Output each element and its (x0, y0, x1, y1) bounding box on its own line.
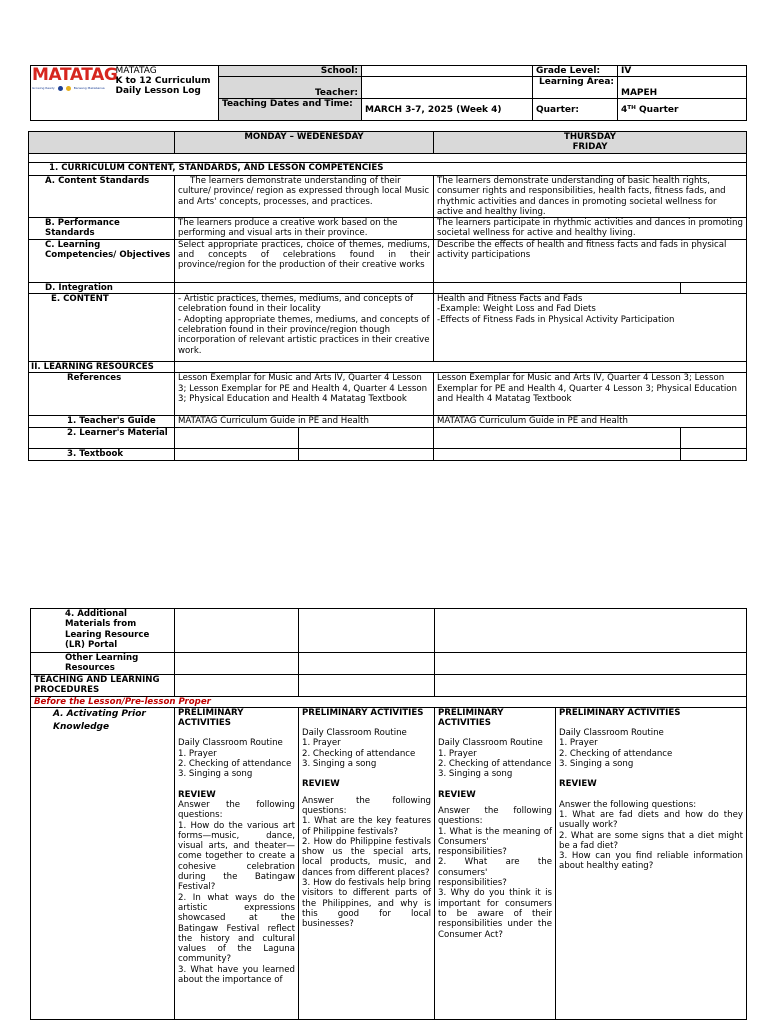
area-label: Learning Area: (533, 77, 618, 99)
references-thu: Lesson Exemplar for Music and Arts IV, Quarter 4 Lesson 3; Lesson Exemplar for PE and Health 4, Quarter 4 Lesson 3; Physical Education and Health 4 Matatag Textbook (434, 373, 747, 416)
procedures-mon (175, 674, 299, 696)
activating-prior-knowledge-label: A. Activating Prior Knowledge (31, 707, 175, 1019)
school-label: School: (219, 66, 362, 77)
col4-questions: Answer the following questions: 1. What are fad diets and how do they usually work? 2. What are some signs that a diet might be a fad diet? 3. How can you find reliable information about healthy eating? (559, 799, 743, 872)
additional-tue (299, 609, 435, 653)
col1-routine: Daily Classroom Routine 1. Prayer 2. Checking of attendance 3. Singing a song (178, 738, 292, 780)
dates-value: MARCH 3-7, 2025 (Week 4) (362, 99, 533, 121)
references-mon: Lesson Exemplar for Music and Arts IV, Quarter 4 Lesson 3; Lesson Exemplar for PE and Health 4, Quarter 4 Lesson 3; Physical Education and Health 4 Matatag Textbook (175, 373, 434, 416)
spacer-row (29, 154, 747, 163)
performance-standards-thu: The learners participate in rhythmic activities and dances in promoting societal wellness for active and healthy living. (434, 218, 747, 240)
logo-tagline-left: Growing Ready (32, 86, 55, 90)
procedures-label: TEACHING AND LEARNING PROCEDURES (31, 674, 175, 696)
additional-materials-label: 4. Additional Materials from Learing Resource (LR) Portal (31, 609, 175, 653)
additional-thu (435, 609, 747, 653)
dates-label: Teaching Dates and Time: (219, 99, 362, 121)
col1-title: PRELIMINARY ACTIVITIES (178, 707, 244, 729)
integration-fri (681, 282, 747, 293)
teachers-guide-mon: MATATAG Curriculum Guide in PE and Health (175, 416, 434, 428)
col2-routine: Daily Classroom Routine 1. Prayer 2. Checking of attendance 3. Singing a song (302, 728, 416, 770)
col2-questions: Answer the following questions: 1. What are the key features of Philippine festivals? 2. How do Philippine festivals show us the special arts, local products, music, and dances from different places? 3. How do festivals help bring visitors to different parts of the Philippines, and why is this good for local businesses? (302, 795, 431, 930)
textbook-thu (434, 449, 681, 460)
competencies-thu: Describe the effects of health and fitness facts and fads in physical activity participations (434, 239, 747, 282)
activities-col2 (299, 707, 435, 1019)
col4-routine: Daily Classroom Routine 1. Prayer 2. Checking of attendance 3. Singing a song (559, 728, 673, 770)
content-label: E. CONTENT (29, 294, 175, 362)
procedures-table (30, 608, 747, 1020)
logo-cell (31, 65, 118, 121)
day-header-monday: MONDAY – WEDENESDAY (175, 132, 434, 154)
procedures-tue (299, 674, 435, 696)
teachers-guide-label: 1. Teacher's Guide (29, 416, 175, 428)
content-standards-thu: The learners demonstrate understanding of basic health rights, consumer rights and responsibilities, health facts, fitness fads, and rhythmic activities and dances in promoting societal wellness for active and healthy living. (434, 176, 747, 218)
learners-material-thu (434, 428, 681, 449)
col3-review: REVIEW (438, 789, 476, 800)
quarter-value: 4ᵀᴴ Quarter (618, 99, 747, 121)
teachers-guide-thu: MATATAG Curriculum Guide in PE and Health (434, 416, 747, 428)
col3-routine: Daily Classroom Routine 1. Prayer 2. Checking of attendance 3. Singing a song (438, 738, 552, 780)
teacher-label: Teacher: (219, 77, 362, 99)
other-thu (435, 653, 747, 675)
content-mon: - Artistic practices, themes, mediums, and concepts of celebration found in their locality - Adopting appropriate themes, mediums, and concepts of celebration found in their province/region though incorporation of relevant artistic practices in their creative work. (175, 294, 434, 362)
competencies-label: C. Learning Competencies/ Objectives (29, 239, 175, 282)
area-value: MAPEH (618, 77, 747, 99)
col3-title: PRELIMINARY ACTIVITIES (438, 707, 504, 729)
quarter-label: Quarter: (533, 99, 618, 121)
activities-col3 (435, 707, 556, 1019)
learning-resources-label: II. LEARNING RESOURCES (29, 362, 175, 373)
col4-review: REVIEW (559, 779, 597, 790)
integration-label: D. Integration (29, 282, 175, 293)
header-table (30, 65, 747, 121)
activities-col1 (175, 707, 299, 1019)
corner-cell (29, 132, 175, 154)
col1-review: REVIEW (178, 789, 216, 800)
learners-material-label: 2. Learner's Material (29, 428, 175, 449)
textbook-tue (299, 449, 434, 460)
learning-resources-row (175, 362, 747, 373)
performance-standards-mon: The learners produce a creative work based on the performing and visual arts in their province. (175, 218, 434, 240)
curriculum-line2: Daily Lesson Log (115, 86, 201, 96)
textbook-fri (681, 449, 747, 460)
logo-tagline-right: Bansang Makabansa (73, 86, 105, 90)
col2-review: REVIEW (302, 779, 340, 790)
competencies-mon: Select appropriate practices, choice of themes, mediums, and concepts of celebrations found in their province/region for the production of their creative works (175, 239, 434, 282)
procedures-thu (435, 674, 747, 696)
content-thu: Health and Fitness Facts and Fads -Example: Weight Loss and Fad Diets -Effects of Fitness Fads in Physical Activity Participation (434, 294, 747, 362)
col1-questions: Answer the following questions: 1. How do the various art forms—music, dance, visual arts, and theater—come together to create a cohesive celebration during the Batingaw Festival? 2. In what ways do the artistic expressions showcased at the Batingaw Festival reflect the history and cultural values of the Laguna community? 3. What have you learned about the importance of (178, 799, 295, 986)
lesson-log-table (28, 131, 747, 461)
curriculum-title (113, 66, 219, 121)
col2-title: PRELIMINARY ACTIVITIES (302, 707, 424, 718)
textbook-label: 3. Textbook (29, 449, 175, 460)
day-header-thursday: THURSDAY FRIDAY (434, 132, 747, 154)
additional-mon (175, 609, 299, 653)
before-lesson-heading: Before the Lesson/Pre-lesson Proper (31, 696, 747, 707)
learners-material-fri (681, 428, 747, 449)
org-name: MATATAG (115, 66, 157, 76)
content-standards-mon: The learners demonstrate understanding of their culture/ province/ region as expressed through local Music and Arts' concepts, processes, and practices. (175, 176, 434, 218)
integration-thu (434, 282, 681, 293)
other-mon (175, 653, 299, 675)
grade-label: Grade Level: (533, 66, 618, 77)
learners-material-mon (175, 428, 299, 449)
col3-questions: Answer the following questions: 1. What is the meaning of Consumers' responsibilities? 2. What are the consumers' responsibilities? 3. Why do you think it is important for consumers to be aware of their responsibilities under the Consumer Act? (438, 805, 552, 940)
activities-col4 (556, 707, 747, 1019)
learners-material-tue (299, 428, 434, 449)
school-value (362, 66, 533, 77)
textbook-mon (175, 449, 299, 460)
references-label: References (29, 373, 175, 416)
grade-value: IV (618, 66, 747, 77)
teacher-value (362, 77, 533, 99)
col4-title: PRELIMINARY ACTIVITIES (559, 707, 681, 718)
curriculum-line1: K to 12 Curriculum (115, 76, 211, 86)
content-standards-label: A. Content Standards (29, 176, 175, 218)
logo-wordmark: MATATAG (32, 65, 118, 85)
section-curriculum-heading: 1. CURRICULUM CONTENT, STANDARDS, AND LESSON COMPETENCIES (29, 163, 747, 176)
integration-mon (175, 282, 434, 293)
other-resources-label: Other Learning Resources (31, 653, 175, 675)
other-tue (299, 653, 435, 675)
performance-standards-label: B. Performance Standards (29, 218, 175, 240)
